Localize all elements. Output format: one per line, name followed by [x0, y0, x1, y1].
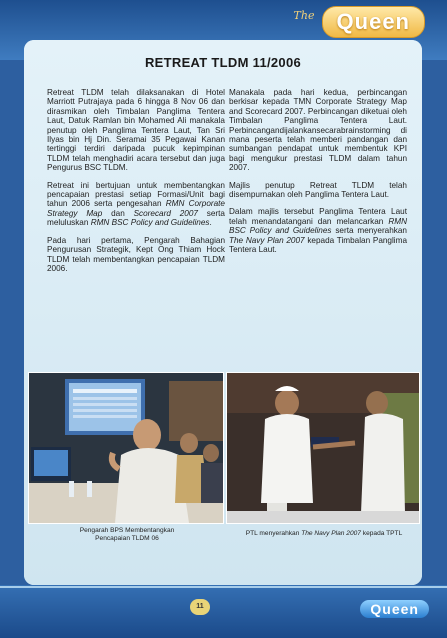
right-column: [229, 88, 407, 263]
footer-logo: Queen: [360, 600, 429, 618]
paragraph: Retreat ini bertujuan untuk membentangkan pencapaian prestasi setiap Formasi/Unit bagi tahun 2006 serta pengesahan RMN Corporate Strategy Map dan Scorecard 2007 serta meluluskan RMN BSC Policy and Guidelines.: [47, 180, 225, 228]
paragraph: Pada hari pertama, Pengarah Bahagian Pengurusan Strategik, Kept Ong Thiam Hock TLDM telah membentangkan pencapaian TLDM 2006.: [47, 235, 225, 273]
masthead-prefix: The: [293, 9, 315, 22]
masthead-name: Queen: [322, 6, 425, 38]
paragraph: Dalam majlis tersebut Panglima Tentera Laut telah menandatangani dan melancarkan RMN BSC Policy and Guidelines serta menyerahkan The Navy Plan 2007 kepada Timbalan Panglima Tentera Laut.: [229, 207, 408, 255]
photo-handover: [226, 372, 420, 524]
paragraph: Majlis penutup Retreat TLDM telah disempurnakan oleh Panglima Tentera Laut.: [229, 180, 407, 200]
paragraph: Manakala pada hari kedua, perbincangan berkisar kepada TMN Corporate Strategy Map and Scorecard 2007. Perbincangan diketuai oleh Timbalan Panglima Tentera Laut. Perbincangandijalankansecarabrainstorming di mana peserta telah memberi pandangan dan sumbangan pendapat untuk membentuk KPI bagi mengukur prestasi TLDM dalam tahun 2007.: [229, 88, 407, 173]
page-number: 11: [190, 599, 210, 615]
photo-caption-left: Pengarah BPS Membentangkan Pencapaian TLDM 06: [79, 527, 175, 542]
article-page: [24, 40, 422, 585]
left-column: [47, 88, 225, 281]
paragraph: Retreat TLDM telah dilaksanakan di Hotel Marriott Putrajaya pada 6 hingga 8 Nov 06 dan dirasmikan oleh Timbalan Panglima Tentera Laut, Datuk Ramlan bin Mohamed Ali manakala penutup oleh Panglima Tentera Laut, Tan Sri Ilyas bin Hj Din. Seramai 35 Pegawai Kanan tertinggi terdiri daripada pucuk kepimpinan TLDM telah menghadiri acara tersebut dan juga Pengurus BSC TLDM.: [47, 88, 225, 173]
photo-presentation: [28, 372, 224, 524]
masthead-logo: [293, 6, 425, 40]
article-title: RETREAT TLDM 11/2006: [144, 55, 302, 70]
photo-caption-right: PTL menyerahkan The Navy Plan 2007 kepada TPTL: [245, 530, 403, 537]
